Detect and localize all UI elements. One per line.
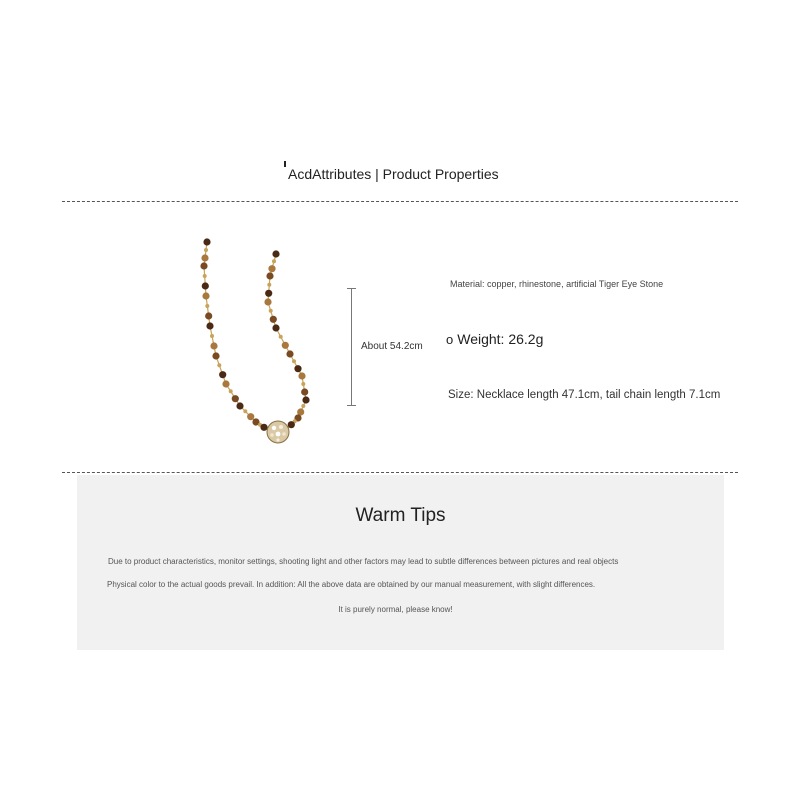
page-title: AcdAttributes | Product Properties xyxy=(288,166,499,182)
title-marker xyxy=(284,161,286,167)
spacer-bead xyxy=(243,409,247,413)
warm-tips-title: Warm Tips xyxy=(355,505,446,526)
tiger-eye-bead xyxy=(266,272,273,279)
spacer-bead xyxy=(217,363,221,367)
bottom-divider xyxy=(62,472,738,473)
spacer-bead xyxy=(204,248,208,252)
length-measure-cap-top xyxy=(347,288,356,289)
tiger-eye-bead xyxy=(282,342,289,349)
material-text: Material: copper, rhinestone, artificial Tiger Eye Stone xyxy=(450,279,664,289)
tiger-eye-bead xyxy=(270,316,277,323)
tiger-eye-bead xyxy=(210,342,217,349)
weight-row xyxy=(446,331,543,347)
tiger-eye-bead xyxy=(272,324,279,331)
tiger-eye-bead xyxy=(200,262,207,269)
tiger-eye-bead xyxy=(294,365,301,372)
spacer-bead xyxy=(269,309,273,313)
tiger-eye-bead xyxy=(288,421,295,428)
rhinestone-pendant xyxy=(267,421,289,443)
warm-tips-line-1: Due to product characteristics, monitor settings, shooting light and other factors may lead to subtle differences between pictures and real objects xyxy=(108,557,619,566)
top-divider xyxy=(62,201,738,202)
spacer-bead xyxy=(210,334,214,338)
tiger-eye-bead xyxy=(260,424,267,431)
tiger-eye-bead xyxy=(202,292,209,299)
tiger-eye-bead xyxy=(205,312,212,319)
tiger-eye-bead xyxy=(222,380,229,387)
tiger-eye-bead xyxy=(206,322,213,329)
tiger-eye-bead xyxy=(219,371,226,378)
spacer-bead xyxy=(279,335,283,339)
tiger-eye-bead xyxy=(298,372,305,379)
tiger-eye-bead xyxy=(264,298,271,305)
tiger-eye-bead xyxy=(302,396,309,403)
tiger-eye-bead xyxy=(212,352,219,359)
tiger-eye-bead xyxy=(236,402,243,409)
length-label: About 54.2cm xyxy=(361,341,423,352)
spacer-bead xyxy=(229,389,233,393)
spacer-bead xyxy=(267,283,271,287)
spacer-bead xyxy=(292,359,296,363)
tiger-eye-bead xyxy=(202,282,209,289)
spacer-bead xyxy=(301,382,305,386)
weight-text: Weight: 26.2g xyxy=(457,331,544,347)
size-text: Size: Necklace length 47.1cm, tail chain length 7.1cm xyxy=(448,389,721,401)
warm-tips-panel xyxy=(77,475,724,650)
weight-bullet: o xyxy=(446,332,454,347)
necklace-image xyxy=(190,236,330,456)
length-measure-line xyxy=(351,288,352,405)
spacer-bead xyxy=(203,274,207,278)
spacer-bead xyxy=(301,404,305,408)
tiger-eye-bead xyxy=(286,350,293,357)
tiger-eye-bead xyxy=(301,388,308,395)
tiger-eye-bead xyxy=(203,238,210,245)
length-measure-cap-bottom xyxy=(347,405,356,406)
warm-tips-line-2: Physical color to the actual goods prevail. In addition: All the above data are obtained by our manual measurement, with slight differences. xyxy=(107,580,596,589)
tiger-eye-bead xyxy=(268,265,275,272)
necklace-strand-right xyxy=(268,254,306,428)
tiger-eye-bead xyxy=(201,254,208,261)
tiger-eye-bead xyxy=(247,413,254,420)
tiger-eye-bead xyxy=(265,290,272,297)
tiger-eye-bead xyxy=(232,395,239,402)
spacer-bead xyxy=(205,304,209,308)
tiger-eye-bead xyxy=(272,250,279,257)
spacer-bead xyxy=(272,259,276,263)
warm-tips-line-3: It is purely normal, please know! xyxy=(338,605,453,614)
